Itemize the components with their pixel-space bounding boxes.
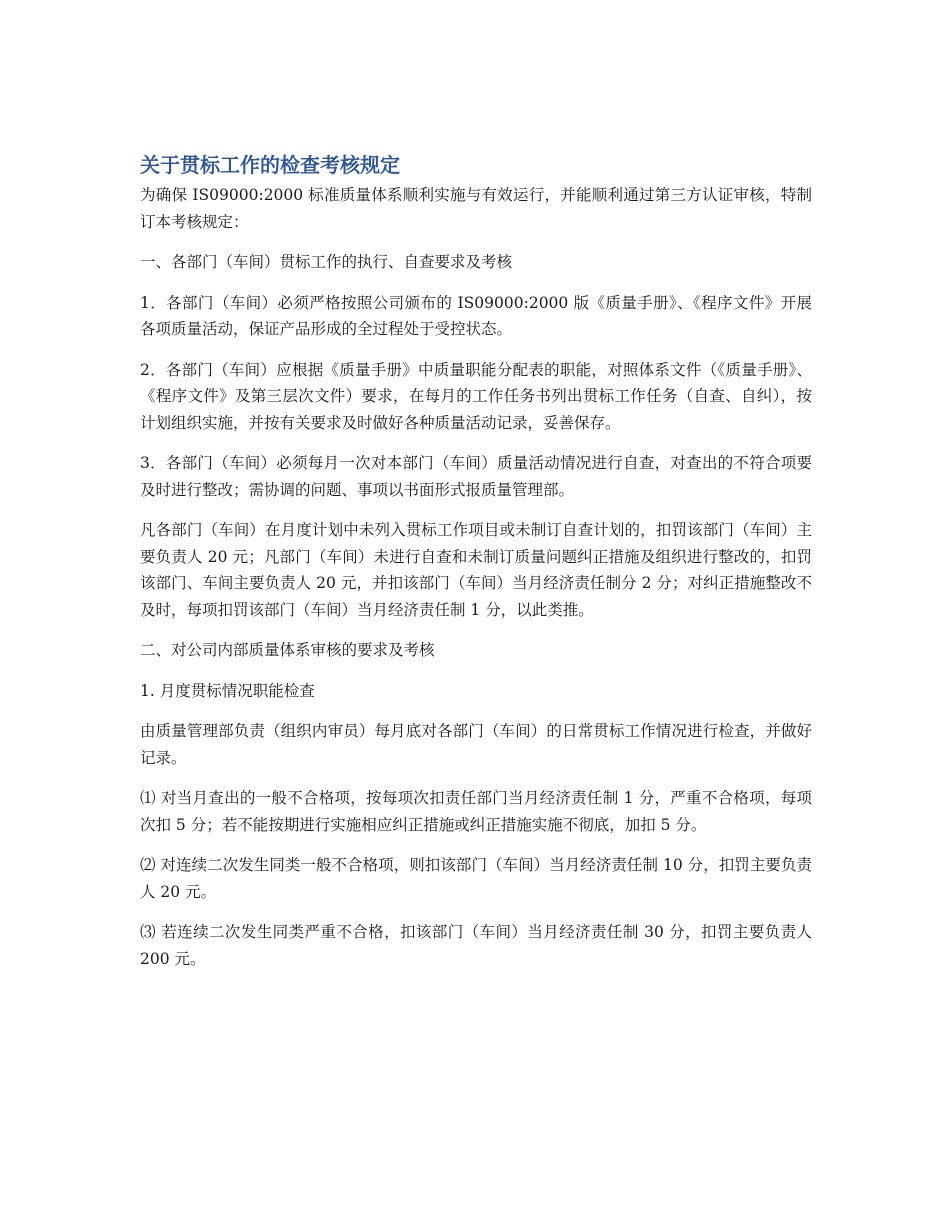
document-page xyxy=(140,148,812,986)
paragraph-monthly-check: 由质量管理部负责（组织内审员）每月底对各部门（车间）的日常贯标工作情况进行检查，并做好记录。 xyxy=(140,722,812,767)
paragraph-rule-2: ⑵ 对连续二次发生同类一般不合格项，则扣该部门（车间）当月经济责任制 10 分，扣罚主要负责人 20 元。 xyxy=(140,856,812,901)
intro-paragraph: 为确保 IS09000:2000 标准质量体系顺利实施与有效运行，并能顺利通过第三方认证审核，特制订本考核规定： xyxy=(140,186,812,231)
paragraph-item-3: 3．各部门（车间）必须每月一次对本部门（车间）质量活动情况进行自查，对查出的不符合项要及时进行整改；需协调的问题、事项以书面形式报质量管理部。 xyxy=(140,454,812,499)
document-title: 关于贯标工作的检查考核规定 xyxy=(140,153,400,177)
section-heading-1: 一、各部门（车间）贯标工作的执行、自查要求及考核 xyxy=(140,253,513,271)
paragraph-rule-3: ⑶ 若连续二次发生同类严重不合格，扣该部门（车间）当月经济责任制 30 分，扣罚主要负责人 200 元。 xyxy=(140,923,812,968)
paragraph-item-1: 1．各部门（车间）必须严格按照公司颁布的 IS09000:2000 版《质量手册》、《程序文件》开展各项质量活动，保证产品形成的全过程处于受控状态。 xyxy=(140,293,812,338)
paragraph-rule-1: ⑴ 对当月查出的一般不合格项，按每项次扣责任部门当月经济责任制 1 分，严重不合格项，每项次扣 5 分；若不能按期进行实施相应纠正措施或纠正措施实施不彻底，加扣 5 分。 xyxy=(140,789,812,834)
paragraph-penalty: 凡各部门（车间）在月度计划中未列入贯标工作项目或未制订自查计划的，扣罚该部门（车间）主要负责人 20 元；凡部门（车间）未进行自查和未制订质量问题纠正措施及组织进行整改的，扣罚该部门、车间主要负责人 20 元，并扣该部门（车间）当月经济责任制分 2 分；对纠正措施整改不及时，每项扣罚该部门（车间）当月经济责任制 1 分，以此类推。 xyxy=(140,521,812,619)
subheading-monthly-check: 1. 月度贯标情况职能检查 xyxy=(140,681,315,700)
paragraph-item-2: 2．各部门（车间）应根据《质量手册》中质量职能分配表的职能，对照体系文件（《质量手册》、《程序文件》及第三层次文件）要求，在每月的工作任务书列出贯标工作任务（自查、自纠），按计划组织实施，并按有关要求及时做好各种质量活动记录，妥善保存。 xyxy=(140,360,812,432)
section-heading-2: 二、对公司内部质量体系审核的要求及考核 xyxy=(140,641,435,659)
